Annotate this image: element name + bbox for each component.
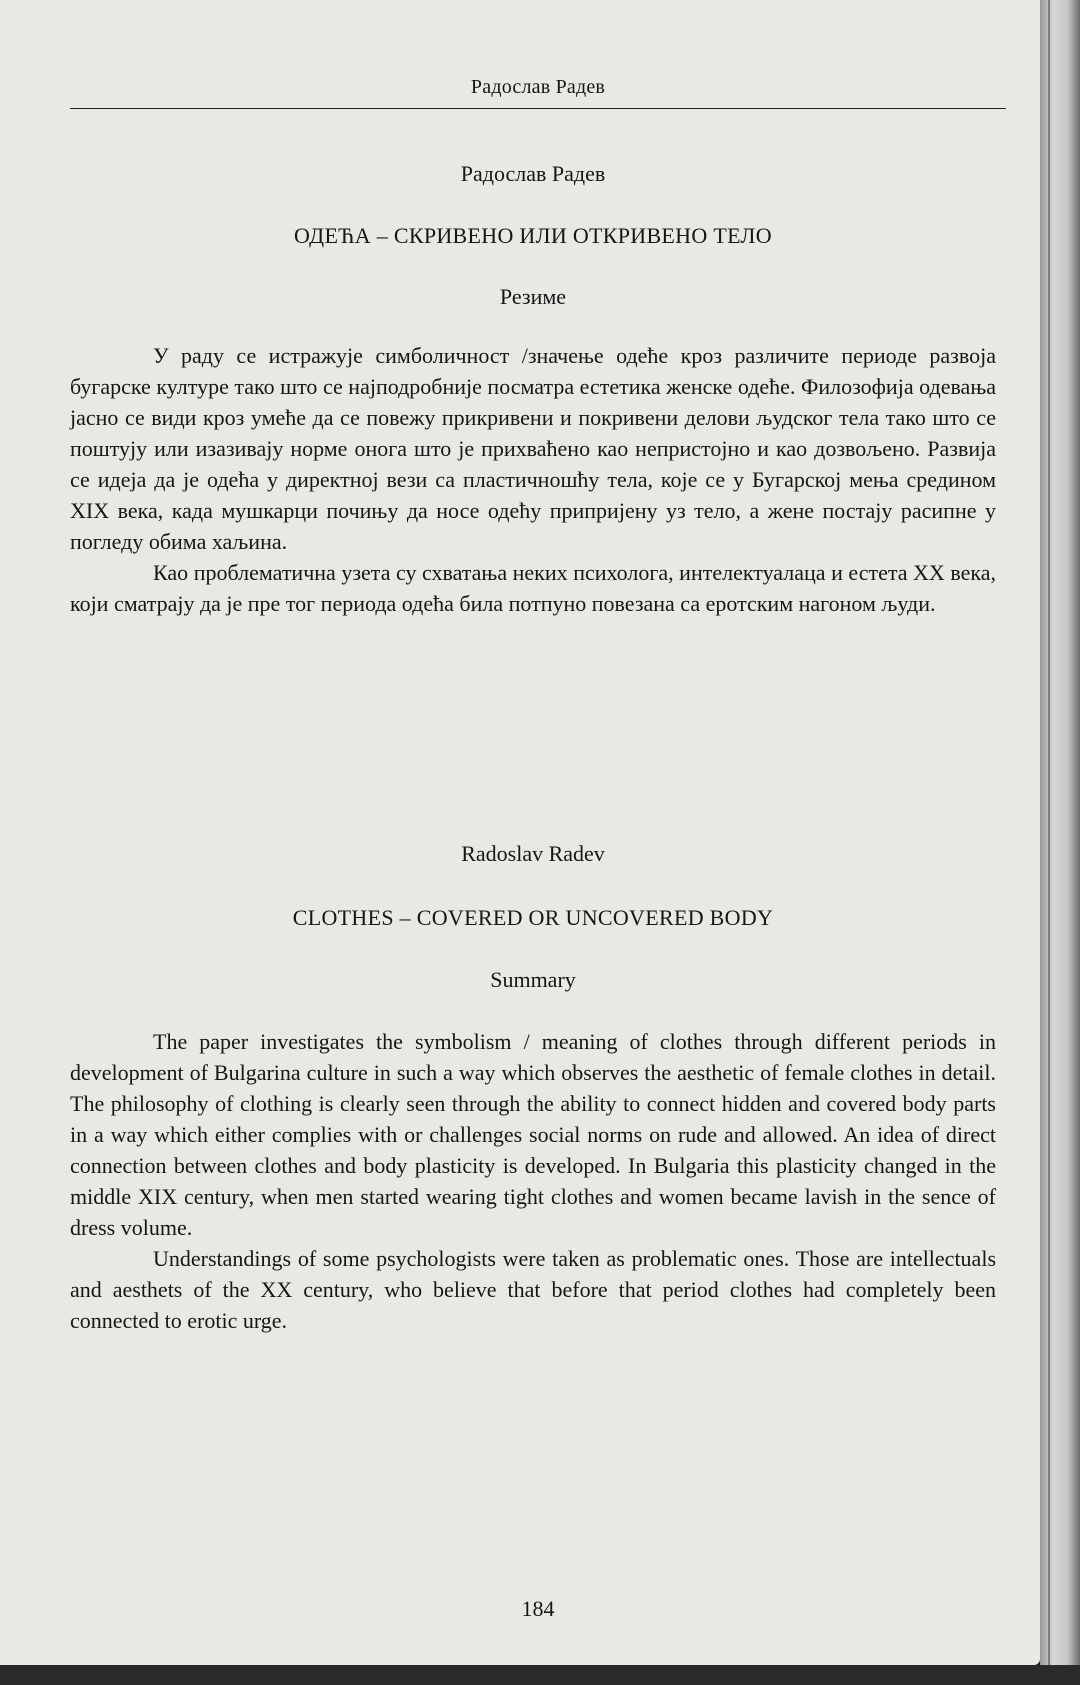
english-abstract xyxy=(70,1026,996,1336)
serbian-paragraph-1: У раду се истражује симболичност /значење одеће кроз различите периоде развоја бугарске културе тако што се најподробније посматра естетика женске одеће. Филозофија одевања јасно се види кроз умеће да се повежу прикривени и покривени делови људског тела тако што се поштују или изазивају норме онога што је прихваћено као непристојно и као дозвољено. Развија се идеја да је одећа у директној вези са пластичношћу тела, које се у Бугарској мења средином XIX века, када мушкарци почињу да носе одећу припријену уз тело, а жене постају расипне у погледу обима хаљина. xyxy=(70,343,996,554)
english-paragraph-2: Understandings of some psychologists were taken as problematic ones. Those are intellectuals and aesthets of the XX century, who believe that before that period clothes had completely been connected to erotic urge. xyxy=(70,1246,996,1333)
page-edge-line xyxy=(1048,0,1050,1685)
serbian-author: Радослав Радев xyxy=(460,161,606,186)
page-number: 184 xyxy=(521,1596,555,1621)
english-author: Radoslav Radev xyxy=(461,841,605,866)
serbian-heading: Резиме xyxy=(499,284,567,309)
english-heading: Summary xyxy=(490,967,576,992)
serbian-paragraph-2: Као проблематична узета су схватања неких психолога, интелектуалаца и естета XX века, који сматрају да је пре тог периода одећа била потпуно повезана са еротским нагоном људи. xyxy=(70,560,996,616)
scan-bottom-border xyxy=(0,1665,1080,1685)
serbian-abstract xyxy=(70,340,996,619)
book-page-edge xyxy=(1040,0,1080,1685)
serbian-title: ОДЕЋА – СКРИВЕНО ИЛИ ОТКРИВЕНО ТЕЛО xyxy=(294,223,772,248)
english-title: CLOTHES – COVERED OR UNCOVERED BODY xyxy=(292,905,774,930)
running-head: Радослав Радев xyxy=(470,76,606,98)
english-paragraph-1: The paper investigates the symbolism / meaning of clothes through different periods in development of Bulgarina culture in such a way which observes the aesthetic of female clothes in detail. The philosophy of clothing is clearly seen through the ability to connect hidden and covered body parts in a way which either complies with or challenges social norms on rude and allowed. An idea of direct connection between clothes and body plasticity is developed. In Bulgaria this plasticity changed in the middle XIX century, when men started wearing tight clothes and women became lavish in the sence of dress volume. xyxy=(70,1029,996,1240)
header-rule xyxy=(70,108,1006,109)
